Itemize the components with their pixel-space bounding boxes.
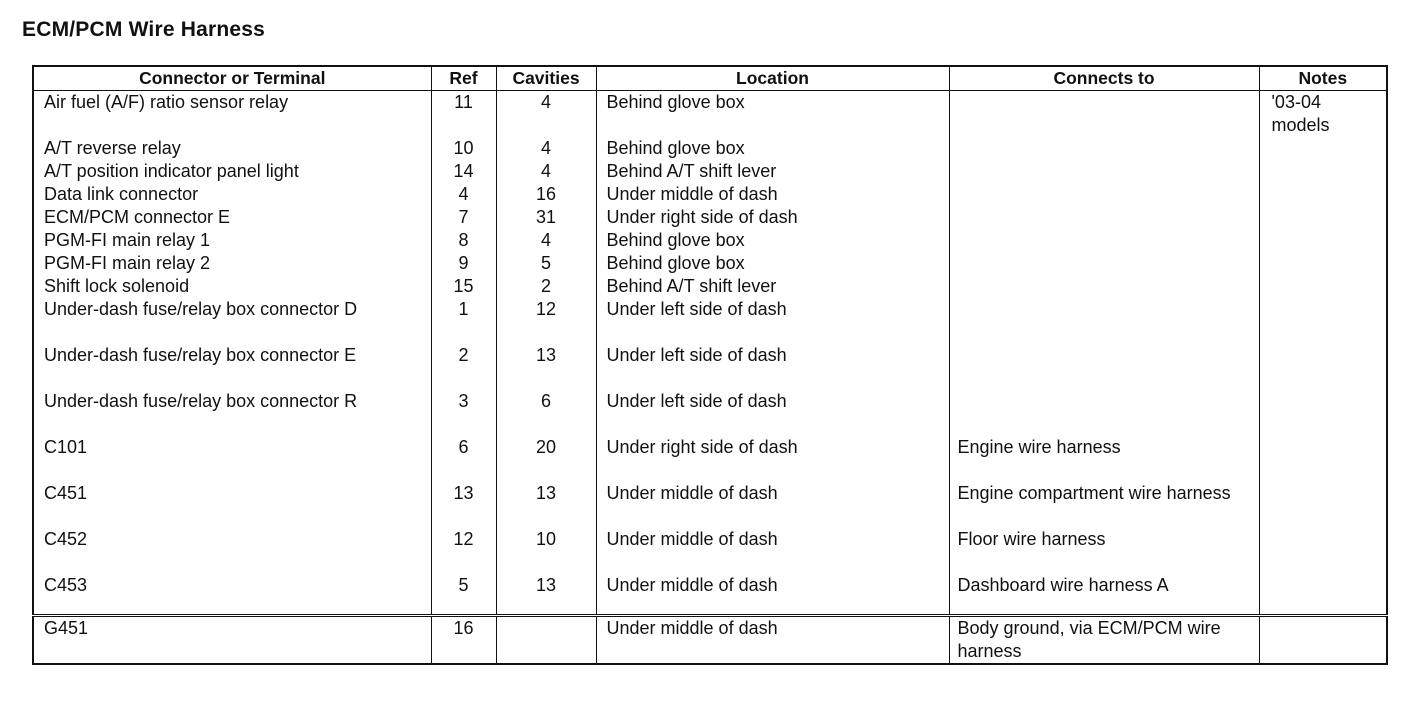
cell-notes [1259, 344, 1387, 390]
cell-notes [1259, 252, 1387, 275]
harness-table [32, 65, 1388, 665]
cell-notes: '03-04 models [1259, 91, 1387, 138]
cell-connects-to [949, 275, 1259, 298]
cell-connector: A/T reverse relay [33, 137, 431, 160]
cell-connector: Data link connector [33, 183, 431, 206]
cell-cavities: 6 [496, 390, 596, 436]
cell-location: Under left side of dash [596, 344, 949, 390]
cell-connects-to [949, 160, 1259, 183]
cell-cavities: 10 [496, 528, 596, 574]
cell-connector: C452 [33, 528, 431, 574]
cell-ref: 10 [431, 137, 496, 160]
cell-notes [1259, 183, 1387, 206]
cell-cavities: 13 [496, 482, 596, 528]
cell-connects-to: Engine wire harness [949, 436, 1259, 482]
table-row [33, 252, 1387, 275]
table-row [33, 137, 1387, 160]
cell-ref: 14 [431, 160, 496, 183]
table-row [33, 528, 1387, 574]
table-row [33, 436, 1387, 482]
cell-cavities: 16 [496, 183, 596, 206]
cell-connector: PGM-FI main relay 2 [33, 252, 431, 275]
cell-location: Behind glove box [596, 229, 949, 252]
cell-connects-to [949, 344, 1259, 390]
cell-ref: 7 [431, 206, 496, 229]
cell-location: Under right side of dash [596, 436, 949, 482]
cell-connects-to [949, 206, 1259, 229]
cell-connects-to: Floor wire harness [949, 528, 1259, 574]
cell-connects-to [949, 137, 1259, 160]
cell-notes [1259, 528, 1387, 574]
cell-connector: C101 [33, 436, 431, 482]
table-row [33, 91, 1387, 138]
cell-connector: A/T position indicator panel light [33, 160, 431, 183]
cell-cavities: 12 [496, 298, 596, 344]
cell-location: Behind glove box [596, 137, 949, 160]
cell-location: Under middle of dash [596, 528, 949, 574]
cell-notes [1259, 160, 1387, 183]
table-row [33, 183, 1387, 206]
cell-connector: Under-dash fuse/relay box connector D [33, 298, 431, 344]
cell-ref: 9 [431, 252, 496, 275]
cell-cavities: 31 [496, 206, 596, 229]
cell-connector: ECM/PCM connector E [33, 206, 431, 229]
cell-ref: 3 [431, 390, 496, 436]
header-location: Location [596, 66, 949, 91]
cell-notes [1259, 137, 1387, 160]
cell-cavities: 4 [496, 229, 596, 252]
cell-ref: 5 [431, 574, 496, 615]
cell-cavities: 4 [496, 91, 596, 138]
cell-location: Behind A/T shift lever [596, 160, 949, 183]
cell-ref: 13 [431, 482, 496, 528]
cell-ref: 12 [431, 528, 496, 574]
cell-connects-to [949, 390, 1259, 436]
cell-notes [1259, 482, 1387, 528]
cell-connector: Under-dash fuse/relay box connector E [33, 344, 431, 390]
cell-location: Under left side of dash [596, 298, 949, 344]
cell-cavities: 5 [496, 252, 596, 275]
cell-location: Behind A/T shift lever [596, 275, 949, 298]
table-row [33, 344, 1387, 390]
cell-connects-to [949, 183, 1259, 206]
cell-connector: C451 [33, 482, 431, 528]
header-notes: Notes [1259, 66, 1387, 91]
header-connector: Connector or Terminal [33, 66, 431, 91]
table-row [33, 229, 1387, 252]
cell-ref: 1 [431, 298, 496, 344]
cell-notes [1259, 615, 1387, 664]
header-ref: Ref [431, 66, 496, 91]
header-row [33, 66, 1387, 91]
cell-connects-to [949, 91, 1259, 138]
cell-notes [1259, 275, 1387, 298]
cell-location: Under middle of dash [596, 482, 949, 528]
cell-connector: PGM-FI main relay 1 [33, 229, 431, 252]
cell-ref: 2 [431, 344, 496, 390]
cell-connects-to [949, 229, 1259, 252]
cell-cavities: 4 [496, 160, 596, 183]
table-row [33, 206, 1387, 229]
cell-connector: Air fuel (A/F) ratio sensor relay [33, 91, 431, 138]
cell-location: Under left side of dash [596, 390, 949, 436]
cell-location: Under right side of dash [596, 206, 949, 229]
cell-notes [1259, 298, 1387, 344]
cell-location: Under middle of dash [596, 615, 949, 664]
table-row [33, 574, 1387, 615]
cell-cavities: 20 [496, 436, 596, 482]
table-row [33, 482, 1387, 528]
cell-location: Behind glove box [596, 252, 949, 275]
page-title: ECM/PCM Wire Harness [22, 18, 266, 41]
cell-notes [1259, 390, 1387, 436]
cell-notes [1259, 574, 1387, 615]
cell-ref: 8 [431, 229, 496, 252]
table-row [33, 390, 1387, 436]
cell-connects-to: Body ground, via ECM/PCM wire harness [949, 615, 1259, 664]
cell-location: Behind glove box [596, 91, 949, 138]
cell-ref: 16 [431, 615, 496, 664]
cell-notes [1259, 229, 1387, 252]
header-connects-to: Connects to [949, 66, 1259, 91]
cell-cavities: 13 [496, 574, 596, 615]
cell-notes [1259, 206, 1387, 229]
cell-notes [1259, 436, 1387, 482]
cell-ref: 6 [431, 436, 496, 482]
cell-connects-to: Dashboard wire harness A [949, 574, 1259, 615]
cell-connector: C453 [33, 574, 431, 615]
cell-cavities: 4 [496, 137, 596, 160]
cell-ref: 11 [431, 91, 496, 138]
cell-connects-to [949, 298, 1259, 344]
table-row [33, 298, 1387, 344]
cell-ref: 15 [431, 275, 496, 298]
cell-connects-to: Engine compartment wire harness [949, 482, 1259, 528]
cell-cavities [496, 615, 596, 664]
table-row [33, 160, 1387, 183]
cell-location: Under middle of dash [596, 574, 949, 615]
cell-connects-to [949, 252, 1259, 275]
cell-cavities: 13 [496, 344, 596, 390]
header-cavities: Cavities [496, 66, 596, 91]
cell-connector: Under-dash fuse/relay box connector R [33, 390, 431, 436]
cell-ref: 4 [431, 183, 496, 206]
table-row [33, 275, 1387, 298]
cell-connector: G451 [33, 615, 431, 664]
cell-location: Under middle of dash [596, 183, 949, 206]
cell-cavities: 2 [496, 275, 596, 298]
table-row [33, 615, 1387, 664]
cell-connector: Shift lock solenoid [33, 275, 431, 298]
